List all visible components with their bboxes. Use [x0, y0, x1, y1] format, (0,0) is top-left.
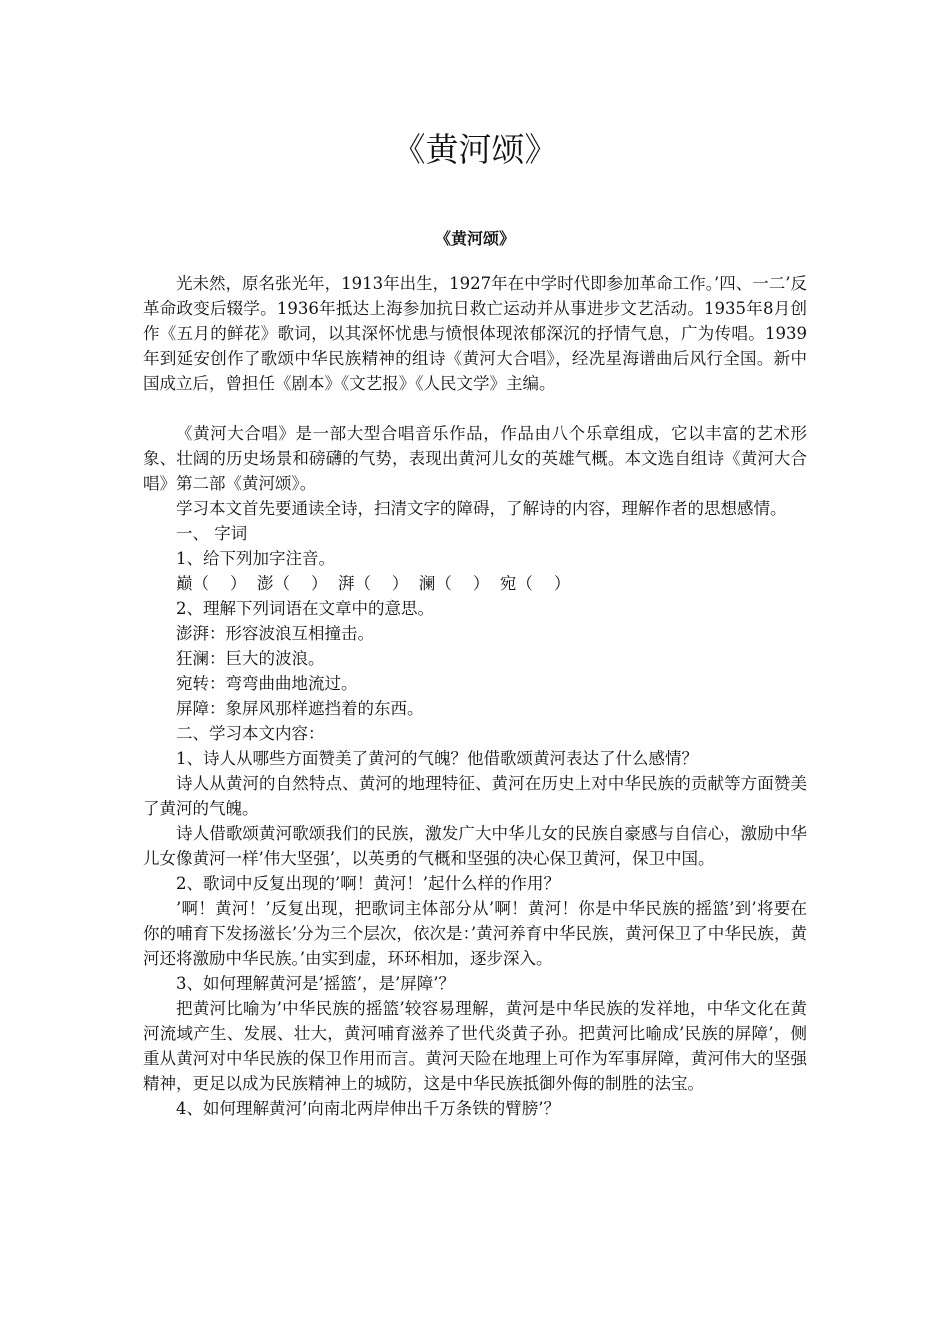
- study-goal-paragraph: 学习本文首先要通读全诗，扫清文字的障碍，了解诗的内容，理解作者的思想感情。: [176, 499, 787, 518]
- document-title: 《黄河颂》: [392, 130, 558, 169]
- definition-kuanglan: 狂澜：巨大的波浪。: [176, 649, 325, 668]
- document-subtitle: 《黄河颂》: [434, 229, 515, 248]
- definition-pingzhang: 屏障：象屏风那样遮挡着的东西。: [176, 699, 424, 718]
- question-2: 2、歌词中反复出现的’啊！黄河！’起什么样的作用？: [176, 874, 560, 893]
- answer-1-part1: 诗人从黄河的自然特点、黄河的地理特征、黄河在历史上对中华民族的贡献等方面赞美了黄河的气魄。: [143, 774, 807, 818]
- document-body: [143, 246, 807, 1121]
- answer-3: 把黄河比喻为’中华民族的摇篮’较容易理解，黄河是中华民族的发祥地，中华文化在黄河流域产生、发展、壮大，黄河哺育滋养了世代炎黄子孙。把黄河比喻成’民族的屏障’，侧重从黄河对中华民族的保卫作用而言。黄河天险在地理上可作为军事屏障，黄河伟大的坚强精神，更足以成为民族精神上的城防，这是中华民族抵御外侮的制胜的法宝。: [143, 999, 807, 1093]
- spacer: [143, 396, 807, 421]
- section1-heading: 一、 字词: [176, 524, 248, 543]
- definition-wanzhuan: 宛转：弯弯曲曲地流过。: [176, 674, 358, 693]
- question-4: 4、如何理解黄河’向南北两岸伸出千万条铁的臂膀’？: [176, 1099, 560, 1118]
- item1-heading: 1、给下列加字注音。: [176, 549, 335, 568]
- question-1: 1、诗人从哪些方面赞美了黄河的气魄？他借歌颂黄河表达了什么感情？: [176, 749, 698, 768]
- answer-1-part2: 诗人借歌颂黄河歌颂我们的民族，激发广大中华儿女的民族自豪感与自信心，激励中华儿女像黄河一样’伟大坚强’，以英勇的气概和坚强的决心保卫黄河，保卫中国。: [143, 824, 807, 868]
- item2-heading: 2、理解下列词语在文章中的意思。: [176, 599, 434, 618]
- spacer: [143, 246, 807, 271]
- pinyin-blanks: 巅（ ） 澎（ ） 湃（ ） 澜（ ） 宛（ ）: [176, 574, 571, 593]
- definition-pengpai: 澎湃：形容波浪互相撞击。: [176, 624, 374, 643]
- question-3: 3、如何理解黄河是’摇篮’，是’屏障’？: [176, 974, 455, 993]
- answer-2: ’啊！黄河！’反复出现，把歌词主体部分从’啊！黄河！你是中华民族的摇篮’到’将要在你的哺育下发扬滋长’分为三个层次，依次是：’黄河养育中华民族，黄河保卫了中华民族，黄河还将激励中华民族。’由实到虚，环环相加，逐步深入。: [143, 899, 807, 968]
- author-bio-paragraph: 光未然，原名张光年，1913年出生，1927年在中学时代即参加革命工作。’四、一二’反革命政变后辍学。1936年抵达上海参加抗日救亡运动并从事进步文艺活动。1935年8月创作《五月的鲜花》歌词，以其深怀忧患与愤恨体现浓郁深沉的抒情气息，广为传唱。1939年到延安创作了歌颂中华民族精神的组诗《黄河大合唱》，经冼星海谱曲后风行全国。新中国成立后，曾担任《剧本》《文艺报》《人民文学》主编。: [143, 274, 807, 393]
- section2-heading: 二、学习本文内容：: [176, 724, 325, 743]
- work-intro-paragraph: 《黄河大合唱》是一部大型合唱音乐作品，作品由八个乐章组成，它以丰富的艺术形象、壮阔的历史场景和磅礴的气势，表现出黄河儿女的英雄气概。本文选自组诗《黄河大合唱》第二部《黄河颂》。: [143, 424, 807, 493]
